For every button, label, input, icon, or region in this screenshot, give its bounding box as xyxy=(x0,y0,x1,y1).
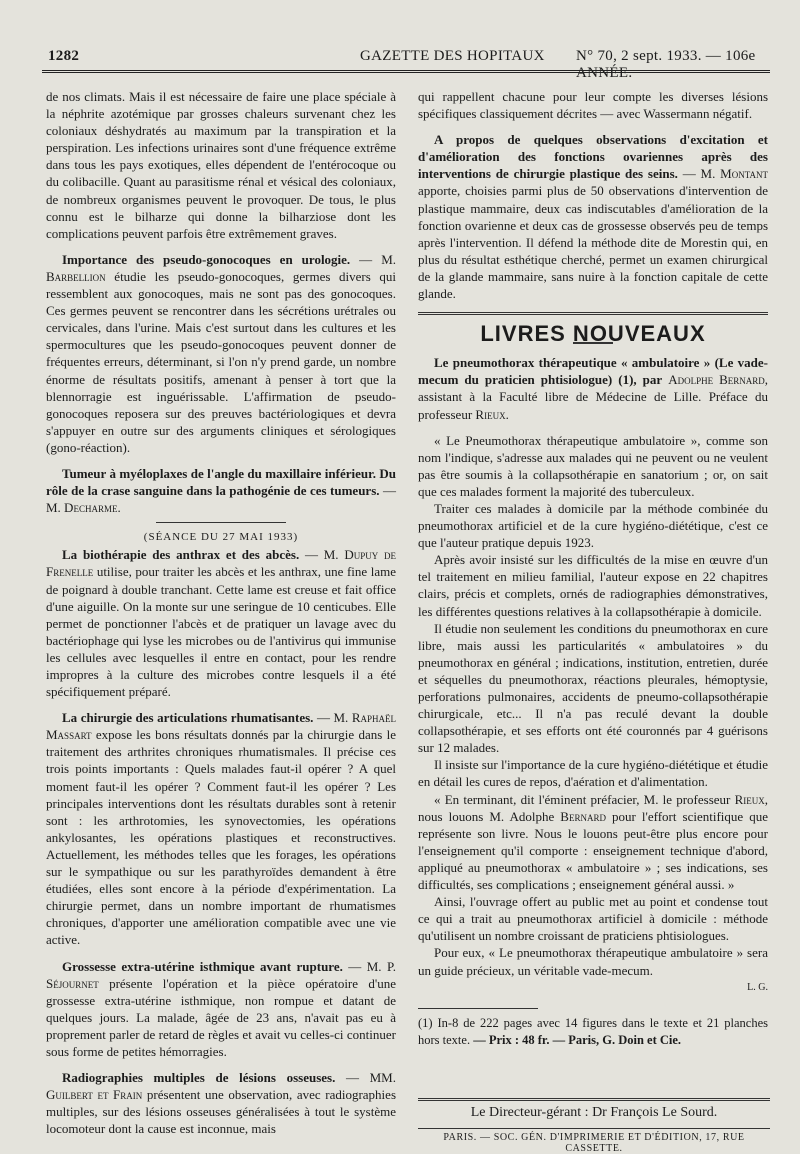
author: M. Montant xyxy=(700,166,769,182)
left-column xyxy=(46,88,396,1137)
footnote-divider xyxy=(418,1008,538,1009)
printer-imprint: PARIS. — SOC. GÉN. D'IMPRIMERIE ET D'ÉDITION, 17, RUE CASSETTE. xyxy=(418,1128,770,1154)
directeur-gerant: Le Directeur-gérant : Dr François Le Sourd. xyxy=(418,1098,770,1121)
paragraph: Pour eux, « Le pneumothorax thérapeutique ambulatoire » sera un guide précieux, un véritable vade-mecum. xyxy=(418,945,768,978)
paragraph: Traiter ces malades à domicile par la méthode combinée du pneumothorax artificiel et de la cure hygiéno-diététique, c'est ce que l'auteur pratique depuis 1923. xyxy=(418,500,768,551)
paragraph: Radiographies multiples de lésions osseuses. — MM. Guilbert et Frain présentent une observation, avec radiographies multiples, sur des lésions osseuses généralisées à tout le système locomoteur dont la cause est inconnue, mais xyxy=(46,1070,396,1137)
article-title: Importance des pseudo-gonocoques en urologie. xyxy=(62,251,351,267)
footnote xyxy=(418,1015,768,1049)
quote-part: pour l'effort scientifique que représente son livre. Nous le louons peut-être plus encore pour l'enseignement qu'il comporte : enseignement technique d'abord, appliqué au pneumothorax « ambulatoire » ; ses indications, ses difficultés, ses complications ; enseignement général aussi. » xyxy=(418,808,768,893)
article-title: Grossesse extra-utérine isthmique avant rupture. xyxy=(62,958,343,974)
paragraph: Il étudie non seulement les conditions du pneumothorax en cure libre, mais aussi les particularités « ambulatoires » du pneumothorax en général ; indications, institution, entretien, durée et séquelles du pneumothorax, réactions pleurales, hémoptysie, perforations pulmonaires, accidents de pneumo-collapsothérapie chirurgicale, etc... Il n'a pas reculé devant la double collapsothérapie, et ses efforts ont été couronnés par 4 guérisons sur 12 malades. xyxy=(418,620,768,756)
article-title: Radiographies multiples de lésions osseuses. xyxy=(62,1070,336,1086)
paragraph: qui rappellent chacune pour leur compte les diverses lésions spécifiques classiquement décrites — avec Wassermann négatif. xyxy=(418,89,768,122)
quote-part: « En terminant, dit l'éminent préfacier, M. le professeur xyxy=(434,791,731,807)
book-title: Le pneumothorax thérapeutique « ambulatoire » (Le vade-mecum du praticien phtisiologue) (1), par xyxy=(418,355,768,388)
paragraph: Importance des pseudo-gonocoques en urologie. — M. Barbellion étudie les pseudo-gonocoques, germes divers qui ressemblent aux gonocoques, mais ne sont pas des gonocoques. Ces germes peuvent se rencontrer dans les sécrétions urétrales ou cervicales, dans l'urine. Mais c'est surtout dans les cultures et les spermocultures que les pseudo-gonocoques peuvent donner de fréquentes erreurs, déterminant, si l'on n'y prend garde, un nombre énorme de résultats positifs, amenant à penser à tort que la blennorragie est inguérissable. L'affirmation de pseudo-gonocoques reposera sur des preuves bactériologiques et devra s'appuyer en outre sur des arguments cliniques et sérologiques (gono-réaction). xyxy=(46,251,397,455)
footnote-price: — Prix : 48 fr. — Paris, G. Doin et Cie. xyxy=(473,1032,682,1047)
article-body: présentent une observation, avec radiographies multiples, sur des lésions osseuses généralisées à tout le système locomoteur dont la cause est inconnue, mais xyxy=(46,1087,396,1137)
preface-author: Rieux xyxy=(475,406,506,422)
author: — M. Decharme. xyxy=(46,483,397,516)
article-body: apporte, choisies parmi plus de 50 observations d'intervention de plastique mammaire, deux cas indiscutables d'amélioration de la fonction ovarienne et deux cas de grossesse observés peu de temps après l'intervention. Il défend la méthode dite de Morestin qui, en plus du résultat esthétique cherché, permet un examen chirurgical de la glande mammaire, sans nuire à la fonction capitale de cette glande. xyxy=(418,183,768,302)
article-body: utilise, pour traiter les abcès et les anthrax, une fine lame de poignard à double tranchant. Cette lame est creuse et fait office d'une aiguille. On la monte sur une seringue de 10 centicubes. Elle permet de ponctionner l'abcès et de pratiquer un lavage avec du bactériophage qui lyse les microbes ou de l'antivirus qui immunise les cellules avec lesquelles il entre en contact, pour les rendre impropres à la culture des microbes contre lesquels il a été spécifiquement préparé. xyxy=(46,564,397,700)
author: MM. Guilbert et Frain xyxy=(46,1070,396,1103)
paragraph: La chirurgie des articulations rhumatisantes. — M. Raphaël Massart expose les bons résultats donnés par la chirurgie dans le traitement des arthrites chroniques rhumatismales. Il précise ces trois points importants : Quels malades faut-il opérer ? A quel moment faut-il les opérer ? Comment faut-il les opérer ? Les principales interventions dont les résultats durables sont à retenir sont : les arthrotomies, les synovectomies, les opérations ankylosantes, les opérations plastiques et reconstructives. Actuellement, les méthodes telles que les forages, les opérations sur le sympathique ou sur les parathyroïdes demandent à être étudiées, elles sont encore à la période d'expérimentation. La chirurgie permet, dans un nombre important de rhumatismes chroniques, d'apporter une amélioration compatible avec une vie active. xyxy=(46,710,397,948)
header-rule xyxy=(42,70,770,73)
paragraph xyxy=(46,465,396,516)
paragraph: Après avoir insisté sur les difficultés de la mise en œuvre d'un tel traitement en milieu familial, l'auteur expose en 22 chapitres clairs, précis et complets, ornés de radiographies démonstratives, les différentes questions relatives à la collapsothérapie à domicile. xyxy=(418,552,768,619)
quote-part: , nous louons M. Adolphe xyxy=(418,791,768,824)
paragraph: Il insiste sur l'importance de la cure hygiéno-diététique et étudie en détail les cures de repos, d'aération et d'alimentation. xyxy=(418,757,768,790)
paragraph: « Le Pneumothorax thérapeutique ambulatoire », comme son nom l'indique, s'adresse aux malades qui ne peuvent ou ne veulent pas être soumis à la collapsothérapie en sanatorium ; or, on sait que ces malades forment la majorité des tuberculeux. xyxy=(418,432,768,499)
paragraph: Ainsi, l'ouvrage offert au public met au point et condense tout ce qui a trait au pneumothorax artificiel à domicile : méthode qu'utilisent un nombre croissant de praticiens phtisiologues. xyxy=(418,894,768,944)
author: M. Barbellion xyxy=(46,251,396,284)
paragraph: Grossesse extra-utérine isthmique avant rupture. — M. P. Séjournet présente l'opération et la pièce opératoire d'une grossesse extra-utérine isthmique, non rompue et datant de quelques jours. La malade, âgée de 23 ans, n'avait pas eu à proprement parler de retard de règles et avait vu celles-ci continuer sous forme de petites hémorragies. xyxy=(46,958,396,1059)
paragraph: La biothérapie des anthrax et des abcès. — M. Dupuy de Frenelle utilise, pour traiter les abcès et les anthrax, une fine lame de poignard à double tranchant. Cette lame est creuse et fait office d'une aiguille. On la monte sur une seringue de 10 centicubes. Elle permet de ponctionner l'abcès et de pratiquer un lavage avec du bactériophage qui lyse les microbes ou de l'antivirus qui immunise les cellules avec lesquelles il entre en contact, pour les rendre impropres à la culture des microbes contre lesquels il a été spécifiquement préparé. xyxy=(46,547,397,700)
page-header xyxy=(30,48,770,81)
journal-title: GAZETTE DES HOPITAUX xyxy=(360,48,545,64)
section-heading: LIVRES NOUVEAUX xyxy=(480,321,706,347)
book-entry: Le pneumothorax thérapeutique « ambulatoire » (Le vade-mecum du praticien phtisiologue) (1), par Adolphe Bernard, assistant à la Faculté libre de Médecine de Lille. Préface du professeur Rieux. xyxy=(418,355,769,422)
book-author-desc: , assistant à la Faculté libre de Médecine de Lille. Préface du professeur xyxy=(418,372,769,422)
author: M. Raphaël Massart xyxy=(46,710,397,743)
page-number: 1282 xyxy=(48,48,80,64)
article-body: expose les bons résultats donnés par la chirurgie dans le traitement des arthrites chroniques rhumatismales. Il précise ces trois points importants : Quels malades faut-il opérer ? A quel moment faut-il les opérer ? Comment faut-il les opérer ? Les principales interventions dont les résultats durables sont à retenir sont : les arthrotomies, les synovectomies, les opérations ankylosantes, les opérations plastiques et reconstructives. Actuellement, les méthodes telles que les forages, les opérations sur le sympathique ou sur les parathyroïdes demandent à être étudiées, elles sont encore à la période d'expérimentation. La chirurgie permet, dans un nombre important de rhumatismes chroniques, d'apporter une amélioration compatible avec une vie active. xyxy=(46,727,397,948)
signature: L. G. xyxy=(747,981,768,993)
person-name: Rieux xyxy=(734,791,765,807)
issue-info: N° 70, 2 sept. 1933. — 106e ANNÉE. xyxy=(576,48,756,81)
article-body: étudie les pseudo-gonocoques, germes divers qui ressemblent aux gonocoques, mais ne sont pas des gonocoques. Ces germes peuvent se rencontrer dans les sécrétions urétrales ou cervicales, dans l'urine. Mais c'est surtout dans les cultures et les spermocultures que les pseudo-gonocoques peuvent donner de fréquentes erreurs, déterminant, si l'on n'y prend garde, un nombre énorme de résultats positifs, amenant à penser à tort que la blennorragie est inguérissable. L'affirmation de pseudo-gonocoques reposera sur des preuves bactériologiques et devra s'appuyer en outre sur des arguments cliniques et sérologiques (gono-réaction). xyxy=(46,268,397,455)
book-author: Adolphe Bernard xyxy=(668,372,765,388)
divider xyxy=(156,522,286,523)
author: M. P. Séjournet xyxy=(46,958,396,991)
footnote-text: (1) In-8 de 222 pages avec 14 figures dans le texte et 21 planches hors texte. xyxy=(418,1015,768,1047)
session-date: (SÉANCE DU 27 MAI 1933) xyxy=(143,531,299,544)
article-title: A propos de quelques observations d'excitation et d'amélioration des fonctions ovariennes après des interventions de chirurgie plastique des seins. xyxy=(418,132,768,182)
article-title: La biothérapie des anthrax et des abcès. xyxy=(62,547,300,563)
author: M. Dupuy de Frenelle xyxy=(46,547,396,580)
article-title: Tumeur à myéloplaxes de l'angle du maxillaire inférieur. Du rôle de la crase sanguine dans la pathogénie de ces tumeurs. xyxy=(46,465,396,499)
article-title: La chirurgie des articulations rhumatisantes. xyxy=(62,710,314,726)
section-divider xyxy=(418,312,768,315)
person-name: Bernard xyxy=(560,808,606,824)
article-body: présente l'opération et la pièce opératoire d'une grossesse extra-utérine isthmique, non rompue et datant de quelques jours. La malade, âgée de 23 ans, n'avait pas eu à proprement parler de retard de règles et avait vu celles-ci continuer sous forme de petites hémorragies. xyxy=(46,975,396,1059)
paragraph: A propos de quelques observations d'excitation et d'amélioration des fonctions ovariennes après des interventions de chirurgie plastique des seins. — M. Montant apporte, choisies parmi plus de 50 observations d'intervention de plastique mammaire, deux cas indiscutables d'amélioration de la fonction ovarienne et deux cas de grossesse observés peu de temps après l'intervention. Il défend la méthode dite de Morestin qui, en plus du résultat esthétique cherché, permet un examen chirurgical de la glande mammaire, sans nuire à la fonction capitale de cette glande. xyxy=(418,132,769,302)
paragraph xyxy=(418,791,768,894)
right-column xyxy=(418,88,768,1049)
paragraph: de nos climats. Mais il est nécessaire de faire une place spéciale à la néphrite azotémique par grosses chaleurs survenant chez les coloniaux déshydratés au maximum par la transpiration et la perspiration. Les infections urinaires sont d'une fréquence extrême dans tous les pays exotiques, elles dépendent de l'entérocoque ou du colibacille. Quant au parasitisme rénal et vésical des coloniaux, de nombreux organismes peuvent le provoquer. De tous, le plus connu est le bilharze qui donne la bilharziose dont les complications peuvent parfois être extrêmement graves. xyxy=(46,89,396,241)
